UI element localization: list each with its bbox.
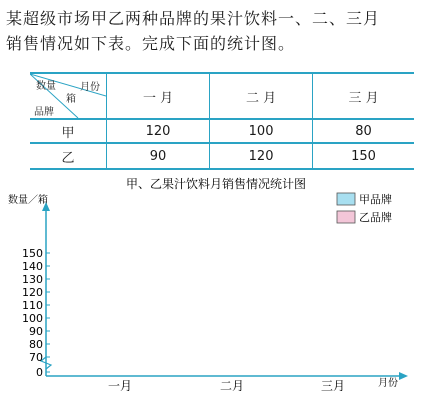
problem-line-2: 销售情况如下表。完成下面的统计图。 [6,34,296,53]
legend-swatch-b [337,211,355,223]
y-tick-label: 130 [22,273,43,286]
value-cell: 90 [107,143,210,169]
y-tick-label: 90 [29,325,43,338]
y-axis-label: 数量／箱 [8,195,48,206]
x-tick-label: 二月 [219,379,245,393]
corner-label-quantity: 数量 [36,81,56,92]
y-tick-label: 120 [22,286,43,299]
value-cell: 120 [210,143,313,169]
column-header-mar: 三 月 [313,73,414,119]
y-tick-label: 80 [29,338,43,351]
legend-label-b: 乙品牌 [359,211,392,224]
corner-label-brand: 品牌 [34,107,54,118]
y-tick-label: 150 [22,247,43,260]
legend-label-a: 甲品牌 [359,193,392,206]
x-tick-label: 一月 [107,379,133,393]
x-tick-label: 三月 [320,379,346,393]
legend-swatch-a [337,193,355,205]
y-tick-label: 100 [22,312,43,325]
value-cell: 100 [210,119,313,143]
y-tick-label: 0 [36,366,43,379]
y-tick-label: 110 [22,299,43,312]
column-header-jan: 一 月 [107,73,210,119]
y-tick-label: 140 [22,260,43,273]
chart-title: 甲、乙果汁饮料月销售情况统计图 [125,177,307,191]
value-cell: 150 [313,143,414,169]
column-header-feb: 二 月 [210,73,313,119]
corner-label-unit: 箱 [66,94,76,105]
corner-label-month: 月份 [80,82,100,93]
x-axis-arrow [399,372,408,380]
value-cell: 120 [107,119,210,143]
x-categories [98,376,355,393]
brand-cell: 甲 [30,119,107,143]
y-tick-label: 70 [29,351,43,364]
value-cell: 80 [313,119,414,143]
x-axis-label: 月份 [378,378,398,389]
problem-line-1: 某超级市场甲乙两种品牌的果汁饮料一、二、三月 [6,9,381,28]
legend [337,192,392,224]
brand-cell: 乙 [30,143,107,169]
